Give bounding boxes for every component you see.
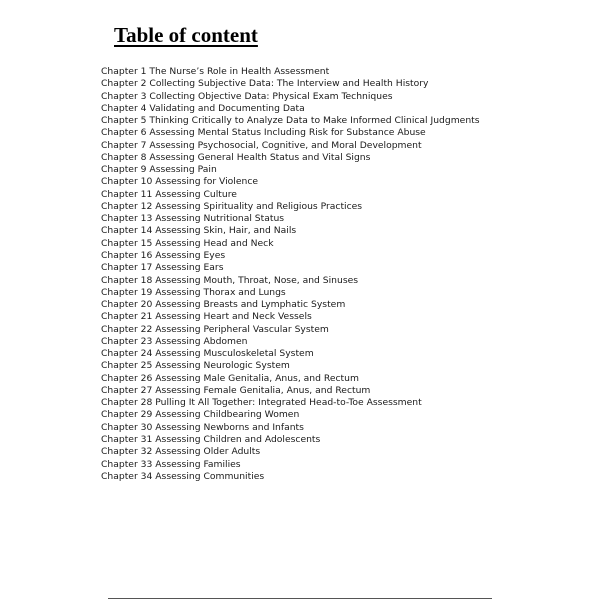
toc-item: Chapter 13 Assessing Nutritional Status xyxy=(101,213,285,225)
toc-item: Chapter 15 Assessing Head and Neck xyxy=(101,237,274,249)
toc-item: Chapter 34 Assessing Communities xyxy=(101,470,265,482)
toc-item: Chapter 4 Validating and Documenting Data xyxy=(101,102,305,114)
toc-item: Chapter 21 Assessing Heart and Neck Vessels xyxy=(101,311,312,323)
toc-item: Chapter 3 Collecting Objective Data: Physical Exam Techniques xyxy=(101,90,393,102)
toc-item: Chapter 31 Assessing Children and Adolescents xyxy=(101,433,321,445)
toc-item: Chapter 24 Assessing Musculoskeletal System xyxy=(101,348,314,360)
toc-item: Chapter 33 Assessing Families xyxy=(101,458,241,470)
toc-item: Chapter 28 Pulling It All Together: Integrated Head-to-Toe Assessment xyxy=(101,397,422,409)
toc-item: Chapter 25 Assessing Neurologic System xyxy=(101,360,290,372)
toc-item: Chapter 9 Assessing Pain xyxy=(101,164,217,176)
toc-item: Chapter 23 Assessing Abdomen xyxy=(101,335,248,347)
toc-item: Chapter 8 Assessing General Health Status and Vital Signs xyxy=(101,151,371,163)
toc-item: Chapter 1 The Nurse’s Role in Health Assessment xyxy=(101,66,330,77)
toc-item: Chapter 27 Assessing Female Genitalia, Anus, and Rectum xyxy=(101,384,371,396)
toc-item: Chapter 18 Assessing Mouth, Throat, Nose, and Sinuses xyxy=(101,274,359,286)
toc-item: Chapter 2 Collecting Subjective Data: The Interview and Health History xyxy=(101,78,429,90)
toc-item: Chapter 26 Assessing Male Genitalia, Anus, and Rectum xyxy=(101,372,359,384)
toc-item: Chapter 22 Assessing Peripheral Vascular System xyxy=(101,323,329,335)
toc-item: Chapter 19 Assessing Thorax and Lungs xyxy=(101,286,286,298)
page-title: Table of content xyxy=(114,23,258,47)
toc-item: Chapter 20 Assessing Breasts and Lymphatic System xyxy=(101,299,346,311)
toc-item: Chapter 14 Assessing Skin, Hair, and Nails xyxy=(101,225,297,237)
toc-item: Chapter 12 Assessing Spirituality and Religious Practices xyxy=(101,200,363,212)
toc-item: Chapter 30 Assessing Newborns and Infants xyxy=(101,421,304,433)
footer-divider xyxy=(108,598,492,599)
toc-item: Chapter 10 Assessing for Violence xyxy=(101,176,259,188)
toc-item: Chapter 16 Assessing Eyes xyxy=(101,249,226,261)
toc-item: Chapter 11 Assessing Culture xyxy=(101,188,237,200)
toc-item: Chapter 6 Assessing Mental Status Including Risk for Substance Abuse xyxy=(101,127,426,139)
toc-item: Chapter 7 Assessing Psychosocial, Cognitive, and Moral Development xyxy=(101,139,422,151)
toc-item: Chapter 32 Assessing Older Adults xyxy=(101,446,261,458)
table-of-contents-list xyxy=(101,66,480,483)
toc-item: Chapter 17 Assessing Ears xyxy=(101,262,224,274)
toc-item: Chapter 29 Assessing Childbearing Women xyxy=(101,409,300,421)
toc-item: Chapter 5 Thinking Critically to Analyze Data to Make Informed Clinical Judgments xyxy=(101,115,480,127)
